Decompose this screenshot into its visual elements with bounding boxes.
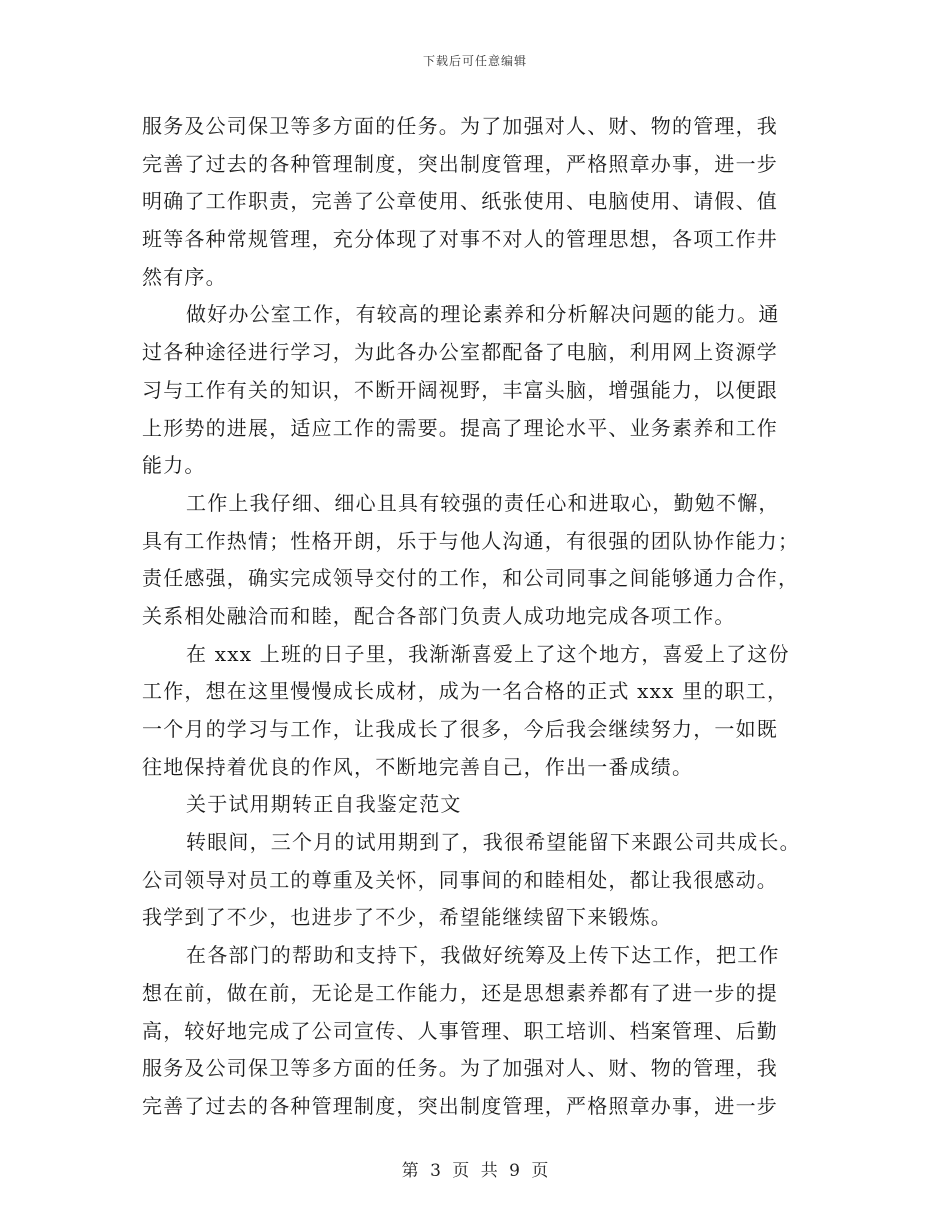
text-line: 想在前，做在前，无论是工作能力，还是思想素养都有了进一步的提: [142, 980, 778, 1005]
text-line: 过各种途径进行学习，为此各办公室都配备了电脑，利用网上资源学: [142, 340, 778, 365]
paragraph-start: 转眼间，三个月的试用期到了，我很希望能留下来跟公司共成长。: [186, 830, 801, 855]
paragraph-start: 做好办公室工作，有较高的理论素养和分析解决问题的能力。通: [186, 302, 780, 327]
text-line: 服务及公司保卫等多方面的任务。为了加强对人、财、物的管理，我: [142, 114, 778, 138]
header-note: 下载后可任意编辑: [422, 54, 527, 68]
section-heading: 关于试用期转正自我鉴定范文: [186, 792, 462, 817]
paragraph-start: 在 xxx 上班的日子里，我渐渐喜爱上了这个地方，喜爱上了这份: [186, 641, 790, 666]
text-line: 明确了工作职责，完善了公章使用、纸张使用、电脑使用、请假、值: [142, 189, 778, 214]
paragraph-start: 在各部门的帮助和支持下，我做好统筹及上传下达工作，把工作: [186, 943, 780, 968]
text-line: 责任感强，确实完成领导交付的工作，和公司同事之间能够通力合作，: [142, 566, 800, 591]
paragraph-start: 工作上我仔细、细心且具有较强的责任心和进取心，勤勉不懈，: [186, 490, 780, 515]
text-line: 完善了过去的各种管理制度，突出制度管理，严格照章办事，进一步: [142, 1093, 778, 1118]
text-line: 高，较好地完成了公司宣传、人事管理、职工培训、档案管理、后勤: [142, 1018, 778, 1043]
text-line: 工作，想在这里慢慢成长成材，成为一名合格的正式 xxx 里的职工，: [142, 679, 789, 704]
text-line: 我学到了不少，也进步了不少，希望能继续留下来锻炼。: [142, 905, 672, 930]
text-line: 然有序。: [142, 264, 227, 289]
text-line: 完善了过去的各种管理制度，突出制度管理，严格照章办事，进一步: [142, 151, 778, 176]
text-line: 往地保持着优良的作风，不断地完善自己，作出一番成绩。: [142, 754, 694, 779]
text-line: 一个月的学习与工作，让我成长了很多，今后我会继续努力，一如既: [142, 717, 778, 741]
text-line: 习与工作有关的知识，不断开阔视野，丰富头脑，增强能力，以便跟: [142, 377, 778, 402]
text-line: 班等各种常规管理，充分体现了对事不对人的管理思想，各项工作井: [142, 227, 778, 252]
text-line: 服务及公司保卫等多方面的任务。为了加强对人、财、物的管理，我: [142, 1056, 778, 1081]
text-line: 上形势的进展，适应工作的需要。提高了理论水平、业务素养和工作: [142, 415, 778, 440]
text-line: 能力。: [142, 453, 206, 478]
document-body: [142, 108, 812, 1126]
text-line: 公司领导对员工的尊重及关怀，同事间的和睦相处，都让我很感动。: [142, 867, 778, 892]
page-number: 第 3 页 共 9 页: [401, 1161, 549, 1181]
text-line: 具有工作热情；性格开朗，乐于与他人沟通，有很强的团队协作能力；: [142, 528, 800, 553]
text-line: 关系相处融洽而和睦，配合各部门负责人成功地完成各项工作。: [142, 603, 736, 628]
